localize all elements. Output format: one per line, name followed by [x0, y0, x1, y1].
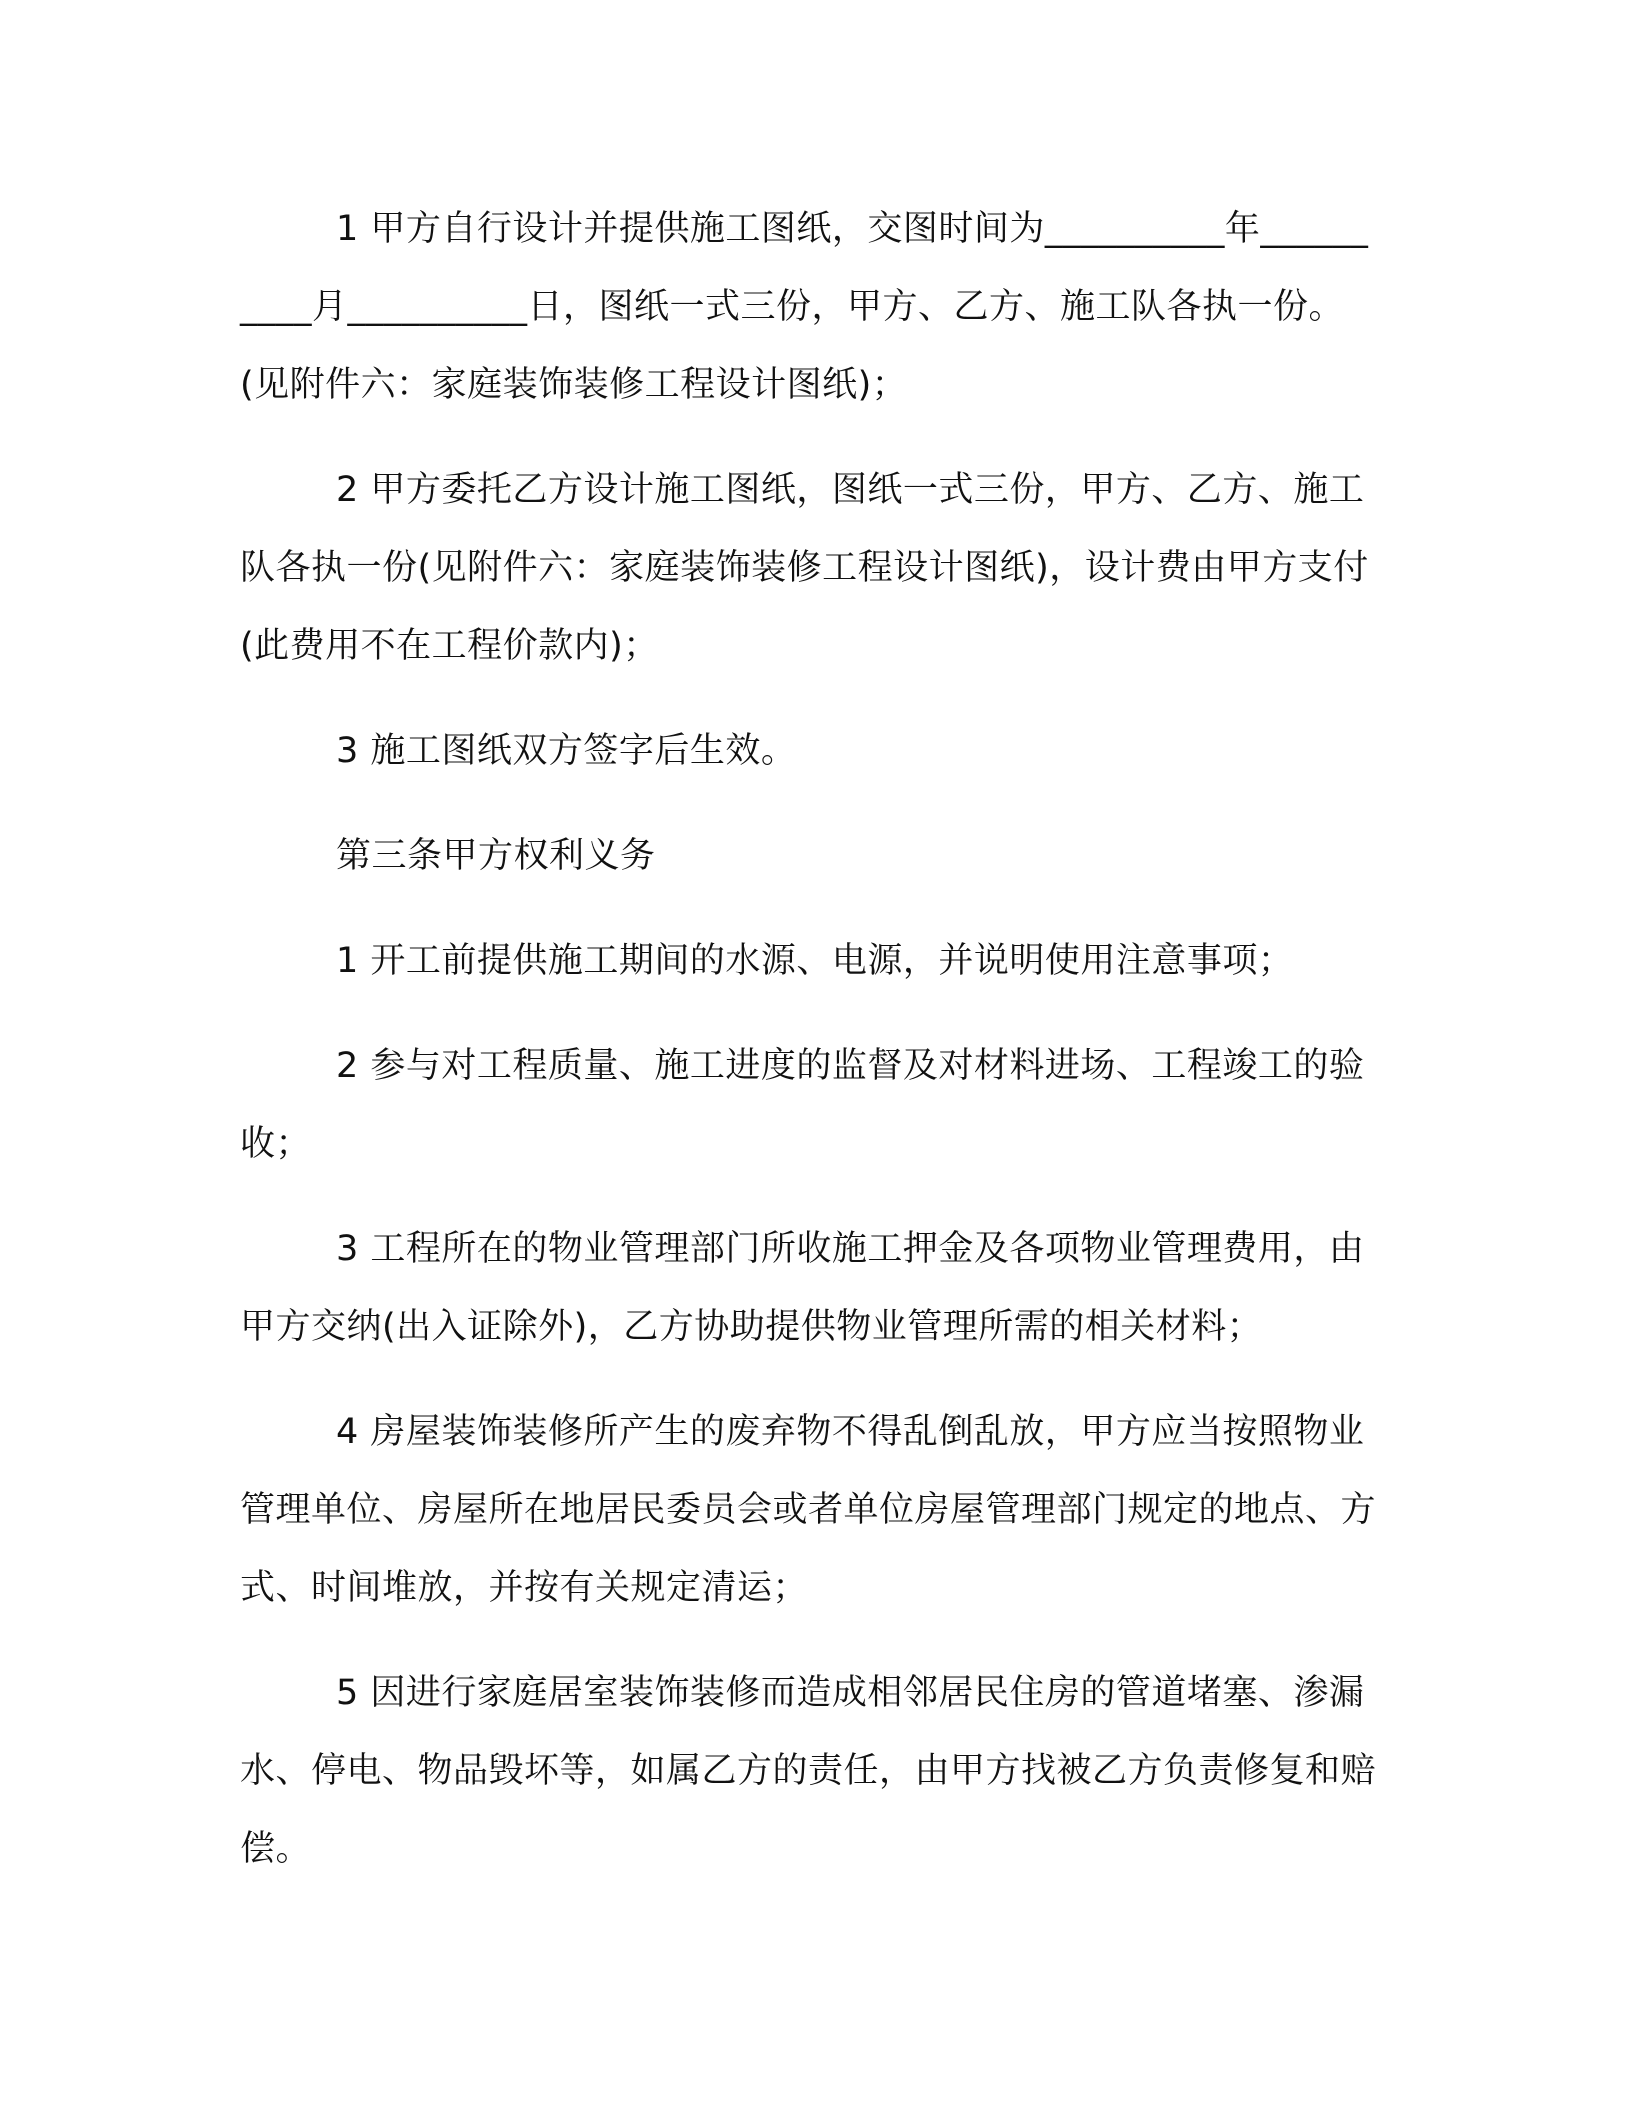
- paragraph-drawing-self-design: 1 甲方自行设计并提供施工图纸，交图时间为__________年__________月__________日，图纸一式三份，甲方、乙方、施工队各执一份。(见附件六：家庭装饰装修工程设计图纸)；: [240, 209, 1369, 405]
- paragraph-property-fees: 3 工程所在的物业管理部门所收施工押金及各项物业管理费用，由甲方交纳(出入证除外)，乙方协助提供物业管理所需的相关材料；: [240, 1229, 1365, 1347]
- paragraph-drawing-effective: 3 施工图纸双方签字后生效。: [336, 731, 797, 771]
- paragraph-water-power-supply: 1 开工前提供施工期间的水源、电源，并说明使用注意事项；: [336, 941, 1294, 981]
- paragraph-neighbor-damage: 5 因进行家庭居室装饰装修而造成相邻居民住房的管道堵塞、渗漏水、停电、物品毁坏等，如属乙方的责任，由甲方找被乙方负责修复和赔偿。: [240, 1673, 1377, 1869]
- paragraph-quality-supervision: 2 参与对工程质量、施工进度的监督及对材料进场、工程竣工的验收；: [240, 1046, 1365, 1164]
- section-heading-party-a-rights: 第三条甲方权利义务: [336, 836, 656, 876]
- paragraph-drawing-entrusted-design: 2 甲方委托乙方设计施工图纸，图纸一式三份，甲方、乙方、施工队各执一份(见附件六：家庭装饰装修工程设计图纸)，设计费由甲方支付(此费用不在工程价款内)；: [240, 470, 1369, 666]
- paragraph-waste-disposal: 4 房屋装饰装修所产生的废弃物不得乱倒乱放，甲方应当按照物业管理单位、房屋所在地居民委员会或者单位房屋管理部门规定的地点、方式、时间堆放，并按有关规定清运；: [240, 1412, 1377, 1608]
- document-body: [240, 190, 1380, 1888]
